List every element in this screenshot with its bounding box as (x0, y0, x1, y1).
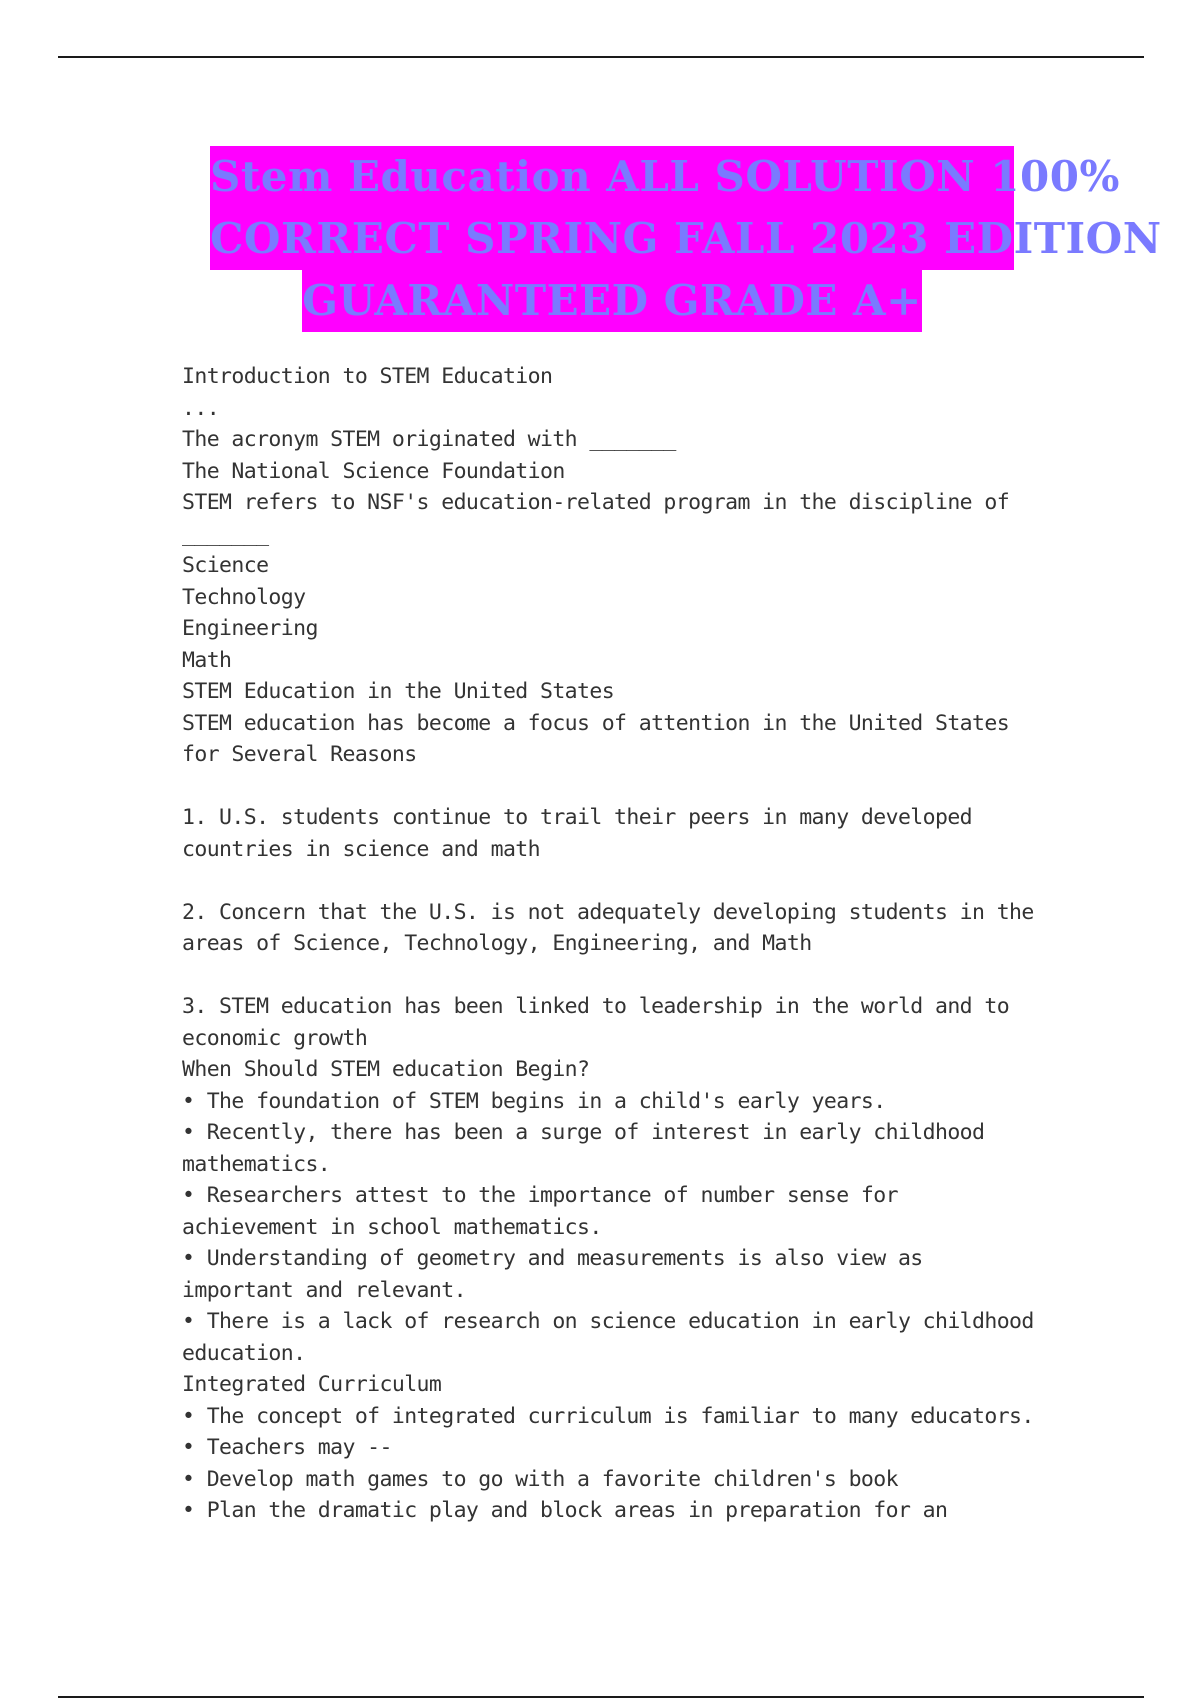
answer-acronym-origin: The National Science Foundation (182, 458, 565, 484)
bullet-research-line-1: • There is a lack of research on science education in early childhood (182, 1309, 1034, 1334)
bullet-geometry-line-2: important and relevant. (182, 1277, 466, 1303)
reason-3-line-2: economic growth (182, 1025, 368, 1051)
blank-line (182, 771, 1042, 803)
answer-engineering: Engineering (182, 616, 318, 641)
ellipsis-line: ... (182, 395, 220, 421)
paragraph-focus-line-2: for Several Reasons (182, 742, 417, 767)
section-heading-introduction: Introduction to STEM Education (182, 364, 553, 389)
reason-1-line-1: 1. U.S. students continue to trail their peers in many developed (182, 805, 973, 830)
question-stem-disciplines: STEM refers to NSF's education-related program in the discipline of (182, 490, 1010, 515)
answer-math: Math (182, 647, 232, 673)
title-line-1 (210, 146, 1120, 208)
question-acronym-origin: The acronym STEM originated with _______ (182, 427, 676, 452)
bullet-surge-line-1: • Recently, there has been a surge of interest in early childhood (182, 1120, 985, 1145)
blank-line (182, 960, 1042, 992)
bullet-surge-line-2: mathematics. (182, 1151, 331, 1177)
answer-technology: Technology (182, 584, 306, 610)
bullet-number-sense-line-1: • Researchers attest to the importance of number sense for (182, 1183, 898, 1208)
document-body (182, 361, 1042, 1527)
answer-science: Science (182, 553, 269, 578)
document-title (210, 146, 1162, 332)
top-rule (58, 56, 1144, 58)
paragraph-focus-line-1: STEM education has become a focus of attention in the United States (182, 710, 1010, 736)
reason-2-line-2: areas of Science, Technology, Engineering, and Math (182, 931, 812, 956)
section-heading-us: STEM Education in the United States (182, 679, 615, 704)
bullet-teachers-may: • Teachers may -- (182, 1435, 392, 1460)
title-line-1-text: Stem Education ALL SOLUTION 100% (210, 146, 1014, 208)
blank-line (182, 865, 1042, 897)
title-line-2 (210, 208, 1162, 270)
section-heading-when-begin: When Should STEM education Begin? (182, 1057, 590, 1082)
title-line-3 (210, 270, 1014, 332)
bullet-dramatic-play: • Plan the dramatic play and block areas in preparation for an (182, 1498, 948, 1523)
title-line-3-text: GUARANTEED GRADE A+ (302, 270, 922, 332)
reason-2-line-1: 2. Concern that the U.S. is not adequately developing students in the (182, 899, 1034, 925)
bullet-math-games: • Develop math games to go with a favorite children's book (182, 1466, 898, 1492)
bullet-geometry-line-1: • Understanding of geometry and measurements is also view as (182, 1246, 923, 1271)
bullet-research-line-2: education. (182, 1340, 306, 1366)
title-line-2-text: CORRECT SPRING FALL 2023 EDITION (210, 208, 1014, 270)
bottom-rule (58, 1696, 1144, 1698)
bullet-foundation: • The foundation of STEM begins in a child's early years. (182, 1088, 886, 1114)
bullet-concept: • The concept of integrated curriculum is familiar to many educators. (182, 1403, 1034, 1429)
question-stem-disciplines-blank: _______ (182, 521, 269, 547)
section-heading-integrated-curriculum: Integrated Curriculum (182, 1372, 442, 1397)
reason-1-line-2: countries in science and math (182, 836, 540, 862)
reason-3-line-1: 3. STEM education has been linked to leadership in the world and to (182, 994, 1010, 1019)
bullet-number-sense-line-2: achievement in school mathematics. (182, 1214, 602, 1240)
